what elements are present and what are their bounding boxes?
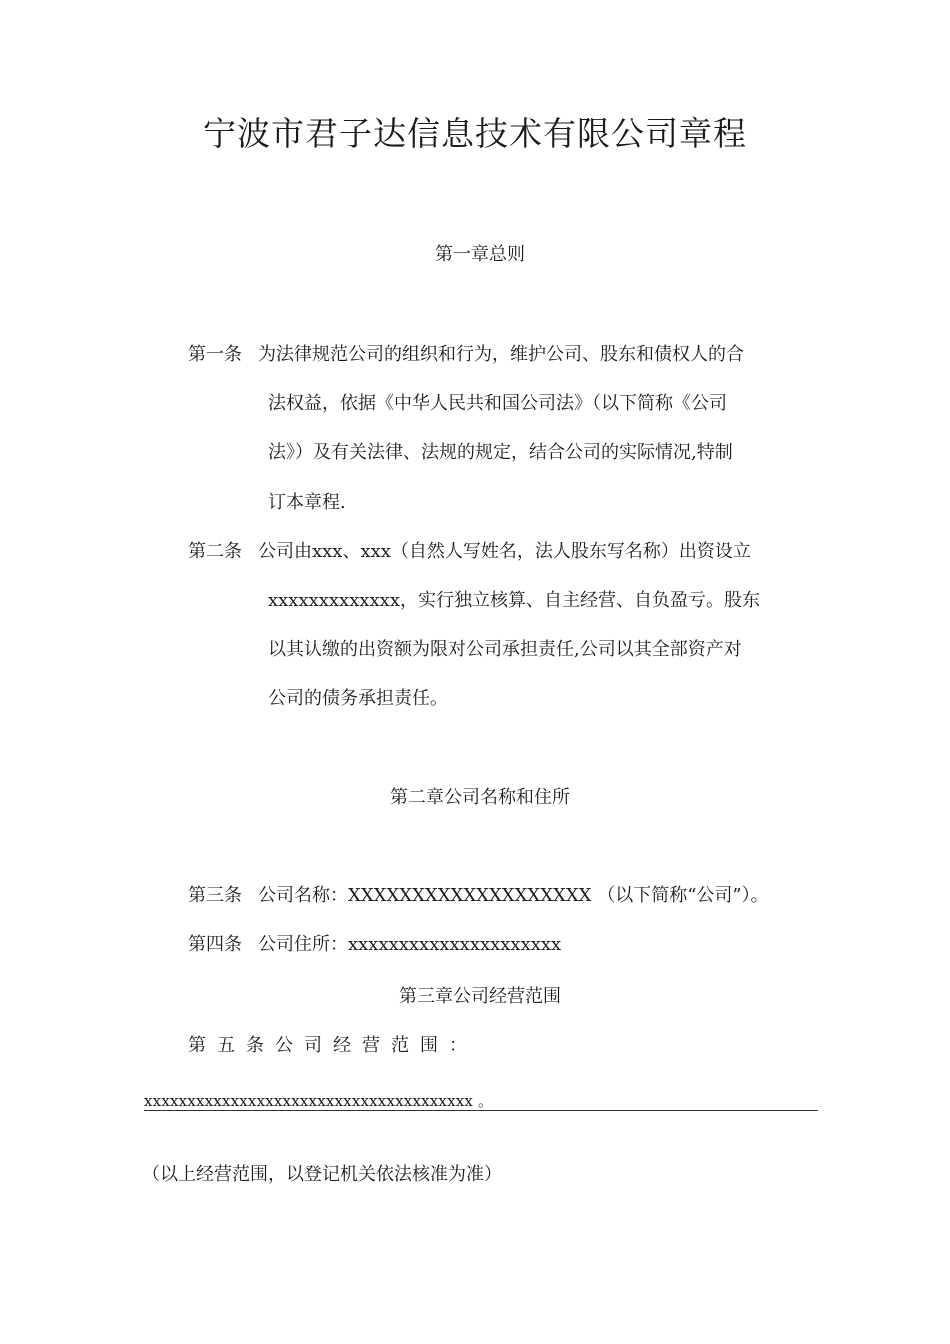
chapter-1-heading: 第一章总则 <box>435 244 525 265</box>
article-1-line-3: 法》）及有关法律、法规的规定，结合公司的实际情况,特制 <box>268 442 733 463</box>
chapter-2-heading: 第二章公司名称和住所 <box>390 787 570 808</box>
chapter-3-heading: 第三章公司经营范围 <box>399 986 561 1007</box>
article-3-label: 第三条 <box>188 885 242 906</box>
article-1-line-2: 法权益，依据《中华人民共和国公司法》（以下简称《公司 <box>268 393 727 414</box>
business-scope-note: （以上经营范围，以登记机关依法核准为准） <box>142 1164 502 1185</box>
article-2-line-2: xxxxxxxxxxxxx，实行独立核算、自主经营、自负盈亏。股东 <box>268 590 760 611</box>
article-1-line-4: 订本章程. <box>268 492 346 513</box>
article-4-label: 第四条 <box>188 934 242 955</box>
article-1-label: 第一条 <box>188 344 242 365</box>
article-2-line-4: 公司的债务承担责任。 <box>268 688 448 709</box>
document-title: 宁波市君子达信息技术有限公司章程 <box>203 114 747 153</box>
article-2-line-3: 以其认缴的出资额为限对公司承担责任,公司以其全部资产对 <box>268 639 742 660</box>
article-2-line-1: 公司由xxx、xxx（自然人写姓名，法人股东写名称）出资设立 <box>258 541 751 562</box>
article-2-label: 第二条 <box>188 541 242 562</box>
article-3-text: 公司名称：XXXXXXXXXXXXXXXXXXX （以下简称“公司”）。 <box>258 885 769 906</box>
article-1-line-1: 为法律规范公司的组织和行为，维护公司、股东和债权人的合 <box>258 344 744 365</box>
business-scope-field: xxxxxxxxxxxxxxxxxxxxxxxxxxxxxxxxxxxxxx 。 <box>144 1090 818 1111</box>
article-5-text: 第五条公司经营范围： <box>188 1035 478 1056</box>
article-4-text: 公司住所：xxxxxxxxxxxxxxxxxxxxx <box>258 934 562 955</box>
